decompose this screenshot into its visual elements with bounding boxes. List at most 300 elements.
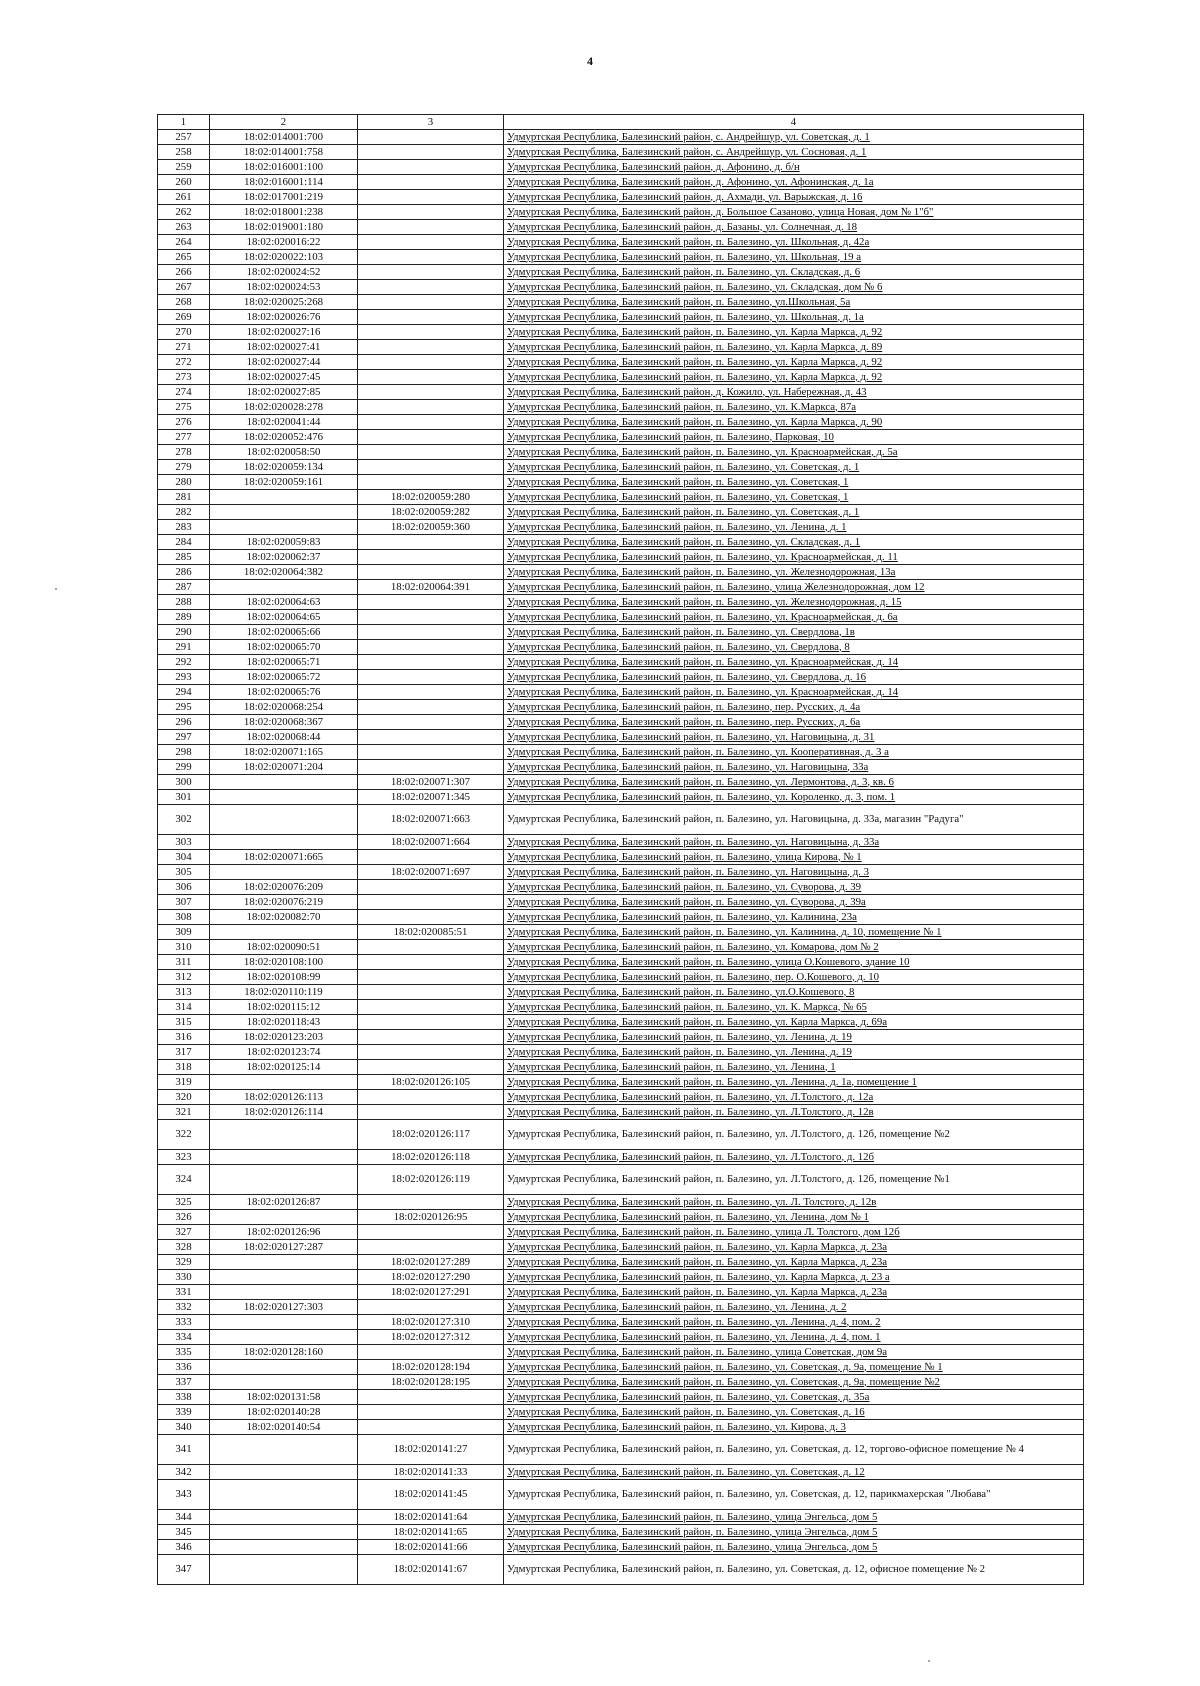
cadastral-number: 18:02:020024:52 xyxy=(210,265,358,280)
address: Удмуртская Республика, Балезинский район, п. Балезино, ул. Карла Маркса, д. 23а xyxy=(504,1285,1084,1300)
room-cadastral-number xyxy=(358,175,504,190)
room-cadastral-number xyxy=(358,1015,504,1030)
cadastral-number: 18:02:020127:303 xyxy=(210,1300,358,1315)
property-registry-table xyxy=(157,114,1084,1585)
room-cadastral-number: 18:02:020059:282 xyxy=(358,505,504,520)
cadastral-number: 18:02:020028:278 xyxy=(210,400,358,415)
cadastral-number: 18:02:020128:160 xyxy=(210,1345,358,1360)
row-number: 298 xyxy=(158,745,210,760)
room-cadastral-number xyxy=(358,1240,504,1255)
row-number: 332 xyxy=(158,1300,210,1315)
address: Удмуртская Республика, Балезинский район, п. Балезино, ул. Кооперативная, д. 3 а xyxy=(504,745,1084,760)
room-cadastral-number: 18:02:020064:391 xyxy=(358,580,504,595)
header-col-4: 4 xyxy=(504,115,1084,130)
room-cadastral-number xyxy=(358,1405,504,1420)
address: Удмуртская Республика, Балезинский район, п. Балезино, ул. Карла Маркса, д. 23 а xyxy=(504,1270,1084,1285)
cadastral-number xyxy=(210,490,358,505)
cadastral-number: 18:02:020041:44 xyxy=(210,415,358,430)
room-cadastral-number xyxy=(358,1060,504,1075)
address: Удмуртская Республика, Балезинский район, п. Балезино, ул. Свердлова, 8 xyxy=(504,640,1084,655)
room-cadastral-number: 18:02:020127:312 xyxy=(358,1330,504,1345)
row-number: 296 xyxy=(158,715,210,730)
cadastral-number: 18:02:020140:28 xyxy=(210,1405,358,1420)
address: Удмуртская Республика, Балезинский район, п. Балезино, ул. Суворова, д. 39 xyxy=(504,880,1084,895)
room-cadastral-number xyxy=(358,760,504,775)
room-cadastral-number xyxy=(358,415,504,430)
row-number: 272 xyxy=(158,355,210,370)
row-number: 300 xyxy=(158,775,210,790)
table-row xyxy=(158,805,1084,835)
address: Удмуртская Республика, Балезинский район, п. Балезино, ул. Складская, д. 6 xyxy=(504,265,1084,280)
cadastral-number: 18:02:020068:44 xyxy=(210,730,358,745)
cadastral-number: 18:02:020126:113 xyxy=(210,1090,358,1105)
room-cadastral-number: 18:02:020126:105 xyxy=(358,1075,504,1090)
address: Удмуртская Республика, Балезинский район, п. Балезино, ул. Советская, д. 12, парикмахерская "Любава" xyxy=(504,1480,1084,1510)
cadastral-number: 18:02:020064:382 xyxy=(210,565,358,580)
cadastral-number: 18:02:020126:114 xyxy=(210,1105,358,1120)
address: Удмуртская Республика, Балезинский район, п. Балезино, пер. Русских, д. 6а xyxy=(504,715,1084,730)
row-number: 345 xyxy=(158,1525,210,1540)
room-cadastral-number xyxy=(358,535,504,550)
room-cadastral-number xyxy=(358,940,504,955)
row-number: 270 xyxy=(158,325,210,340)
row-number: 325 xyxy=(158,1195,210,1210)
room-cadastral-number xyxy=(358,1195,504,1210)
address: Удмуртская Республика, Балезинский район, п. Балезино, ул. Свердлова, д. 16 xyxy=(504,670,1084,685)
row-number: 307 xyxy=(158,895,210,910)
address: Удмуртская Республика, Балезинский район, п. Балезино, ул.Школьная, 5а xyxy=(504,295,1084,310)
table-row xyxy=(158,655,1084,670)
row-number: 277 xyxy=(158,430,210,445)
row-number: 331 xyxy=(158,1285,210,1300)
room-cadastral-number xyxy=(358,1090,504,1105)
row-number: 318 xyxy=(158,1060,210,1075)
cadastral-number xyxy=(210,1270,358,1285)
room-cadastral-number: 18:02:020128:194 xyxy=(358,1360,504,1375)
cadastral-number: 18:02:016001:100 xyxy=(210,160,358,175)
room-cadastral-number: 18:02:020141:67 xyxy=(358,1555,504,1585)
address: Удмуртская Республика, Балезинский район, п. Балезино, ул. Советская, д. 1 xyxy=(504,460,1084,475)
row-number: 324 xyxy=(158,1165,210,1195)
address: Удмуртская Республика, Балезинский район, п. Балезино, ул. Кирова, д. 3 xyxy=(504,1420,1084,1435)
row-number: 265 xyxy=(158,250,210,265)
room-cadastral-number xyxy=(358,1000,504,1015)
row-number: 333 xyxy=(158,1315,210,1330)
table-row xyxy=(158,490,1084,505)
cadastral-number xyxy=(210,1255,358,1270)
cadastral-number: 18:02:017001:219 xyxy=(210,190,358,205)
table-row xyxy=(158,400,1084,415)
address: Удмуртская Республика, Балезинский район, п. Балезино, ул. Красноармейская, д. 11 xyxy=(504,550,1084,565)
room-cadastral-number xyxy=(358,265,504,280)
row-number: 292 xyxy=(158,655,210,670)
row-number: 339 xyxy=(158,1405,210,1420)
cadastral-number: 18:02:020058:50 xyxy=(210,445,358,460)
row-number: 315 xyxy=(158,1015,210,1030)
table-row xyxy=(158,265,1084,280)
table-row xyxy=(158,355,1084,370)
row-number: 295 xyxy=(158,700,210,715)
cadastral-number: 18:02:020065:71 xyxy=(210,655,358,670)
room-cadastral-number xyxy=(358,895,504,910)
table-row xyxy=(158,625,1084,640)
row-number: 297 xyxy=(158,730,210,745)
room-cadastral-number xyxy=(358,460,504,475)
room-cadastral-number: 18:02:020071:307 xyxy=(358,775,504,790)
room-cadastral-number: 18:02:020126:95 xyxy=(358,1210,504,1225)
table-row xyxy=(158,745,1084,760)
table-row xyxy=(158,1540,1084,1555)
address: Удмуртская Республика, Балезинский район, п. Балезино, ул. Ленина, д. 1 xyxy=(504,520,1084,535)
table-row xyxy=(158,325,1084,340)
address: Удмуртская Республика, Балезинский район, п. Балезино, пер. О.Кошевого, д. 10 xyxy=(504,970,1084,985)
table-row xyxy=(158,340,1084,355)
room-cadastral-number: 18:02:020071:664 xyxy=(358,835,504,850)
cadastral-number xyxy=(210,805,358,835)
room-cadastral-number xyxy=(358,985,504,1000)
table-row xyxy=(158,715,1084,730)
cadastral-number xyxy=(210,1285,358,1300)
address: Удмуртская Республика, Балезинский район, п. Балезино, ул. Л.Толстого, д. 12б, помещение №1 xyxy=(504,1165,1084,1195)
table-row xyxy=(158,580,1084,595)
room-cadastral-number xyxy=(358,685,504,700)
address: Удмуртская Республика, Балезинский район, п. Балезино, ул. Советская, 1 xyxy=(504,475,1084,490)
address: Удмуртская Республика, Балезинский район, п. Балезино, ул. Складская, дом № 6 xyxy=(504,280,1084,295)
room-cadastral-number xyxy=(358,310,504,325)
page-number: 4 xyxy=(587,54,593,68)
row-number: 271 xyxy=(158,340,210,355)
room-cadastral-number: 18:02:020071:345 xyxy=(358,790,504,805)
room-cadastral-number xyxy=(358,1390,504,1405)
cadastral-number xyxy=(210,1075,358,1090)
header-row xyxy=(158,115,1084,130)
room-cadastral-number: 18:02:020141:66 xyxy=(358,1540,504,1555)
table-row xyxy=(158,535,1084,550)
table-row xyxy=(158,1210,1084,1225)
address: Удмуртская Республика, Балезинский район, п. Балезино, ул. Свердлова, 1в xyxy=(504,625,1084,640)
address: Удмуртская Республика, Балезинский район, п. Балезино, ул. Л.Толстого, д. 12б xyxy=(504,1150,1084,1165)
address: Удмуртская Республика, Балезинский район, п. Балезино, ул. Короленко, д. 3, пом. 1 xyxy=(504,790,1084,805)
cadastral-number: 18:02:020126:87 xyxy=(210,1195,358,1210)
cadastral-number: 18:02:020064:65 xyxy=(210,610,358,625)
row-number: 268 xyxy=(158,295,210,310)
room-cadastral-number xyxy=(358,475,504,490)
row-number: 276 xyxy=(158,415,210,430)
row-number: 346 xyxy=(158,1540,210,1555)
cadastral-number xyxy=(210,520,358,535)
table-header xyxy=(158,115,1084,130)
row-number: 310 xyxy=(158,940,210,955)
cadastral-number: 18:02:020027:41 xyxy=(210,340,358,355)
row-number: 317 xyxy=(158,1045,210,1060)
cadastral-number: 18:02:020076:219 xyxy=(210,895,358,910)
address: Удмуртская Республика, Балезинский район, п. Балезино, ул. Карла Маркса, д. 92 xyxy=(504,325,1084,340)
row-number: 311 xyxy=(158,955,210,970)
row-number: 337 xyxy=(158,1375,210,1390)
address: Удмуртская Республика, Балезинский район, п. Балезино, ул. Ленина, д. 19 xyxy=(504,1030,1084,1045)
room-cadastral-number xyxy=(358,910,504,925)
row-number: 285 xyxy=(158,550,210,565)
table-row xyxy=(158,145,1084,160)
address: Удмуртская Республика, Балезинский район, п. Балезино, ул. Советская, д. 12, офисное помещение № 2 xyxy=(504,1555,1084,1585)
header-col-3: 3 xyxy=(358,115,504,130)
room-cadastral-number: 18:02:020126:119 xyxy=(358,1165,504,1195)
table-row xyxy=(158,835,1084,850)
cadastral-number xyxy=(210,1315,358,1330)
cadastral-number xyxy=(210,1480,358,1510)
address: Удмуртская Республика, Балезинский район, п. Балезино, ул. Советская, д. 9а, помещение № 1 xyxy=(504,1360,1084,1375)
row-number: 299 xyxy=(158,760,210,775)
scan-speck xyxy=(55,588,57,590)
room-cadastral-number: 18:02:020085:51 xyxy=(358,925,504,940)
table-row xyxy=(158,130,1084,145)
row-number: 259 xyxy=(158,160,210,175)
row-number: 267 xyxy=(158,280,210,295)
cadastral-number: 18:02:020065:76 xyxy=(210,685,358,700)
room-cadastral-number xyxy=(358,235,504,250)
table-row xyxy=(158,1000,1084,1015)
room-cadastral-number xyxy=(358,220,504,235)
address: Удмуртская Республика, Балезинский район, п. Балезино, ул. Наговицына, д. 31 xyxy=(504,730,1084,745)
address: Удмуртская Республика, Балезинский район, п. Балезино, ул. Л. Толстого, д. 12в xyxy=(504,1195,1084,1210)
room-cadastral-number: 18:02:020141:27 xyxy=(358,1435,504,1465)
row-number: 319 xyxy=(158,1075,210,1090)
row-number: 341 xyxy=(158,1435,210,1465)
address: Удмуртская Республика, Балезинский район, п. Балезино, ул. Красноармейская, д. 14 xyxy=(504,685,1084,700)
cadastral-number: 18:02:020024:53 xyxy=(210,280,358,295)
row-number: 291 xyxy=(158,640,210,655)
cadastral-number: 18:02:020108:99 xyxy=(210,970,358,985)
room-cadastral-number xyxy=(358,640,504,655)
room-cadastral-number xyxy=(358,1030,504,1045)
header-col-1: 1 xyxy=(158,115,210,130)
cadastral-number: 18:02:020059:161 xyxy=(210,475,358,490)
address: Удмуртская Республика, Балезинский район, п. Балезино, ул. Карла Маркса, д. 92 xyxy=(504,370,1084,385)
cadastral-number: 18:02:020140:54 xyxy=(210,1420,358,1435)
address: Удмуртская Республика, Балезинский район, п. Балезино, ул. Школьная, 19 а xyxy=(504,250,1084,265)
row-number: 336 xyxy=(158,1360,210,1375)
address: Удмуртская Республика, Балезинский район, п. Балезино, ул. Л.Толстого, д. 12б, помещение №2 xyxy=(504,1120,1084,1150)
row-number: 261 xyxy=(158,190,210,205)
table-row xyxy=(158,1315,1084,1330)
row-number: 338 xyxy=(158,1390,210,1405)
address: Удмуртская Республика, Балезинский район, п. Балезино, ул. Карла Маркса, д. 92 xyxy=(504,355,1084,370)
row-number: 308 xyxy=(158,910,210,925)
cadastral-number: 18:02:020076:209 xyxy=(210,880,358,895)
room-cadastral-number: 18:02:020141:45 xyxy=(358,1480,504,1510)
address: Удмуртская Республика, Балезинский район, п. Балезино, улица Л. Толстого, дом 12б xyxy=(504,1225,1084,1240)
cadastral-number xyxy=(210,1210,358,1225)
row-number: 282 xyxy=(158,505,210,520)
room-cadastral-number xyxy=(358,340,504,355)
table-row xyxy=(158,280,1084,295)
room-cadastral-number xyxy=(358,1045,504,1060)
row-number: 302 xyxy=(158,805,210,835)
cadastral-number: 18:02:020071:165 xyxy=(210,745,358,760)
row-number: 280 xyxy=(158,475,210,490)
row-number: 303 xyxy=(158,835,210,850)
address: Удмуртская Республика, Балезинский район, п. Балезино, ул. Наговицына, д. 33а, магазин "Радуга" xyxy=(504,805,1084,835)
address: Удмуртская Республика, Балезинский район, п. Балезино, ул. Калинина, д. 10, помещение № 1 xyxy=(504,925,1084,940)
room-cadastral-number: 18:02:020141:65 xyxy=(358,1525,504,1540)
address: Удмуртская Республика, Балезинский район, п. Балезино, ул. Советская, д. 12 xyxy=(504,1465,1084,1480)
row-number: 305 xyxy=(158,865,210,880)
row-number: 266 xyxy=(158,265,210,280)
row-number: 283 xyxy=(158,520,210,535)
address: Удмуртская Республика, Балезинский район, п. Балезино, Парковая, 10 xyxy=(504,430,1084,445)
table-row xyxy=(158,760,1084,775)
cadastral-number: 18:02:019001:180 xyxy=(210,220,358,235)
table-row xyxy=(158,1285,1084,1300)
row-number: 330 xyxy=(158,1270,210,1285)
address: Удмуртская Республика, Балезинский район, п. Балезино, улица Советская, дом 9а xyxy=(504,1345,1084,1360)
address: Удмуртская Республика, Балезинский район, п. Балезино, ул. Наговицына, д. 3 xyxy=(504,865,1084,880)
address: Удмуртская Республика, Балезинский район, п. Балезино, ул. Ленина, д. 4, пом. 2 xyxy=(504,1315,1084,1330)
table-row xyxy=(158,1105,1084,1120)
address: Удмуртская Республика, Балезинский район, п. Балезино, ул. Советская, 1 xyxy=(504,490,1084,505)
room-cadastral-number xyxy=(358,1300,504,1315)
row-number: 279 xyxy=(158,460,210,475)
table-row xyxy=(158,190,1084,205)
room-cadastral-number: 18:02:020071:663 xyxy=(358,805,504,835)
table-row xyxy=(158,385,1084,400)
row-number: 321 xyxy=(158,1105,210,1120)
room-cadastral-number xyxy=(358,250,504,265)
room-cadastral-number xyxy=(358,430,504,445)
table-row xyxy=(158,1420,1084,1435)
address: Удмуртская Республика, Балезинский район, с. Андрейшур, ул. Советская, д. 1 xyxy=(504,130,1084,145)
cadastral-number: 18:02:020065:66 xyxy=(210,625,358,640)
cadastral-number: 18:02:020059:83 xyxy=(210,535,358,550)
table-row xyxy=(158,460,1084,475)
table-row xyxy=(158,235,1084,250)
cadastral-number: 18:02:020059:134 xyxy=(210,460,358,475)
cadastral-number xyxy=(210,1510,358,1525)
row-number: 312 xyxy=(158,970,210,985)
row-number: 340 xyxy=(158,1420,210,1435)
address: Удмуртская Республика, Балезинский район, п. Балезино, ул. К. Маркса, № 65 xyxy=(504,1000,1084,1015)
table-row xyxy=(158,640,1084,655)
row-number: 334 xyxy=(158,1330,210,1345)
table-row xyxy=(158,310,1084,325)
cadastral-number: 18:02:014001:700 xyxy=(210,130,358,145)
address: Удмуртская Республика, Балезинский район, д. Большое Сазаново, улица Новая, дом № 1"б" xyxy=(504,205,1084,220)
cadastral-number: 18:02:020026:76 xyxy=(210,310,358,325)
address: Удмуртская Республика, Балезинский район, п. Балезино, улица Энгельса, дом 5 xyxy=(504,1510,1084,1525)
room-cadastral-number xyxy=(358,325,504,340)
table-row xyxy=(158,475,1084,490)
table-row xyxy=(158,1390,1084,1405)
table-row xyxy=(158,565,1084,580)
table-row xyxy=(158,1240,1084,1255)
row-number: 327 xyxy=(158,1225,210,1240)
table-row xyxy=(158,970,1084,985)
row-number: 278 xyxy=(158,445,210,460)
table-row xyxy=(158,850,1084,865)
room-cadastral-number xyxy=(358,550,504,565)
room-cadastral-number xyxy=(358,160,504,175)
address: Удмуртская Республика, Балезинский район, п. Балезино, ул. Железнодорожная, 13а xyxy=(504,565,1084,580)
table-row xyxy=(158,295,1084,310)
address: Удмуртская Республика, Балезинский район, п. Балезино, ул. Красноармейская, д. 6а xyxy=(504,610,1084,625)
table-row xyxy=(158,1120,1084,1150)
cadastral-number: 18:02:020062:37 xyxy=(210,550,358,565)
address: Удмуртская Республика, Балезинский район, п. Балезино, ул. Карла Маркса, д. 23а xyxy=(504,1255,1084,1270)
room-cadastral-number xyxy=(358,670,504,685)
room-cadastral-number xyxy=(358,625,504,640)
table-row xyxy=(158,220,1084,235)
room-cadastral-number xyxy=(358,130,504,145)
table-row xyxy=(158,1015,1084,1030)
address: Удмуртская Республика, Балезинский район, п. Балезино, ул. Ленина, 1 xyxy=(504,1060,1084,1075)
row-number: 343 xyxy=(158,1480,210,1510)
room-cadastral-number xyxy=(358,1105,504,1120)
table-row xyxy=(158,1555,1084,1585)
row-number: 287 xyxy=(158,580,210,595)
row-number: 263 xyxy=(158,220,210,235)
row-number: 258 xyxy=(158,145,210,160)
address: Удмуртская Республика, Балезинский район, п. Балезино, ул. Ленина, д. 2 xyxy=(504,1300,1084,1315)
table-body xyxy=(158,130,1084,1585)
table-row xyxy=(158,670,1084,685)
row-number: 294 xyxy=(158,685,210,700)
header-col-2: 2 xyxy=(210,115,358,130)
row-number: 273 xyxy=(158,370,210,385)
cadastral-number xyxy=(210,925,358,940)
row-number: 281 xyxy=(158,490,210,505)
cadastral-number xyxy=(210,1435,358,1465)
cadastral-number: 18:02:016001:114 xyxy=(210,175,358,190)
cadastral-number: 18:02:020071:665 xyxy=(210,850,358,865)
cadastral-number xyxy=(210,790,358,805)
room-cadastral-number xyxy=(358,205,504,220)
table-row xyxy=(158,1060,1084,1075)
cadastral-number xyxy=(210,835,358,850)
room-cadastral-number: 18:02:020127:290 xyxy=(358,1270,504,1285)
room-cadastral-number xyxy=(358,955,504,970)
cadastral-number: 18:02:020123:203 xyxy=(210,1030,358,1045)
row-number: 274 xyxy=(158,385,210,400)
address: Удмуртская Республика, Балезинский район, п. Балезино, ул. Карла Маркса, д. 69а xyxy=(504,1015,1084,1030)
room-cadastral-number: 18:02:020059:360 xyxy=(358,520,504,535)
table-row xyxy=(158,790,1084,805)
row-number: 314 xyxy=(158,1000,210,1015)
address: Удмуртская Республика, Балезинский район, п. Балезино, ул. Красноармейская, д. 5а xyxy=(504,445,1084,460)
address: Удмуртская Республика, Балезинский район, п. Балезино, ул. Ленина, д. 19 xyxy=(504,1045,1084,1060)
room-cadastral-number: 18:02:020071:697 xyxy=(358,865,504,880)
room-cadastral-number xyxy=(358,400,504,415)
row-number: 320 xyxy=(158,1090,210,1105)
cadastral-number: 18:02:020082:70 xyxy=(210,910,358,925)
row-number: 288 xyxy=(158,595,210,610)
table-row xyxy=(158,1480,1084,1510)
address: Удмуртская Республика, Балезинский район, п. Балезино, ул. Ленина, дом № 1 xyxy=(504,1210,1084,1225)
table-row xyxy=(158,1255,1084,1270)
row-number: 301 xyxy=(158,790,210,805)
row-number: 306 xyxy=(158,880,210,895)
table-row xyxy=(158,940,1084,955)
room-cadastral-number xyxy=(358,700,504,715)
room-cadastral-number xyxy=(358,1420,504,1435)
room-cadastral-number xyxy=(358,190,504,205)
cadastral-number: 18:02:020027:85 xyxy=(210,385,358,400)
table-row xyxy=(158,520,1084,535)
row-number: 316 xyxy=(158,1030,210,1045)
table-row xyxy=(158,910,1084,925)
table-row xyxy=(158,1150,1084,1165)
table-row xyxy=(158,175,1084,190)
cadastral-number: 18:02:020022:103 xyxy=(210,250,358,265)
